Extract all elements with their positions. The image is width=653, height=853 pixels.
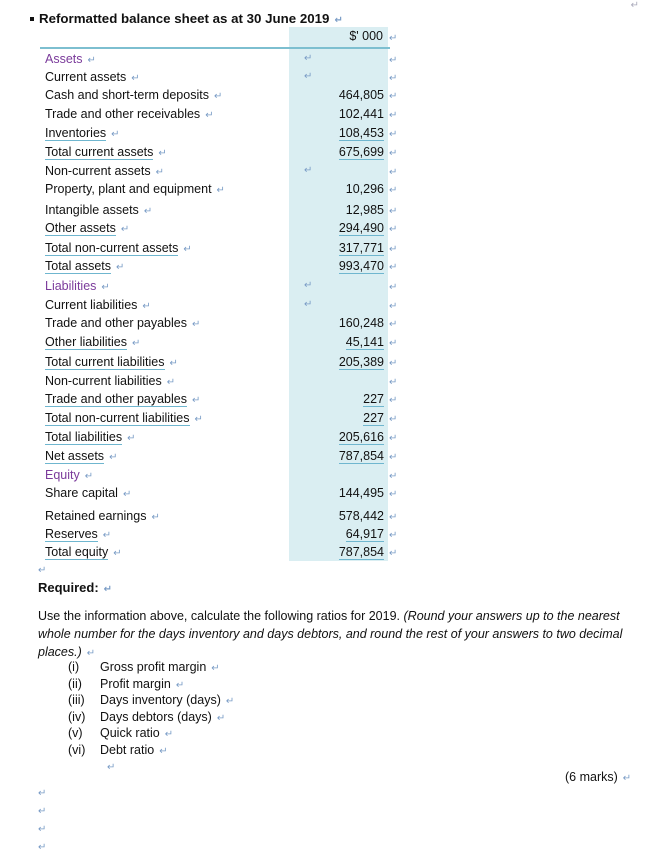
cell-mark-icon: ↵ (304, 165, 313, 176)
bullet-icon (30, 17, 34, 21)
cell-mark-icon: ↵ (389, 91, 398, 102)
cell-mark-icon: ↵ (304, 299, 313, 310)
row-value: 45,141 (345, 335, 384, 349)
row-value: 787,854 (338, 449, 384, 463)
row-value: 578,442 (338, 509, 384, 523)
cell-mark-icon: ↵ (389, 224, 398, 235)
cell-mark-icon: ↵ (389, 489, 398, 500)
row-label: Other assets ↵ (45, 221, 130, 235)
row-label: Assets ↵ (45, 52, 96, 66)
ratio-item: (vi) Debt ratio ↵ (68, 742, 168, 757)
row-value: 102,441 (338, 107, 384, 121)
cell-mark-icon: ↵ (389, 262, 398, 273)
ratio-item: (ii) Profit margin ↵ (68, 676, 185, 691)
ratio-item: (i) Gross profit margin ↵ (68, 660, 220, 674)
row-value: 787,854 (338, 545, 384, 559)
row-value: 317,771 (338, 241, 384, 255)
cell-mark-icon: ↵ (389, 471, 398, 482)
cell-mark-icon: ↵ (389, 206, 398, 217)
cell-mark-icon: ↵ (389, 433, 398, 444)
cell-mark-icon: ↵ (389, 414, 398, 425)
cell-mark-icon: ↵ (304, 71, 313, 82)
row-value: 294,490 (338, 221, 384, 235)
header-rule (40, 47, 390, 49)
paragraph-mark-icon: ↵ (630, 0, 639, 11)
row-label: Intangible assets ↵ (45, 203, 153, 217)
ratio-item: (v) Quick ratio ↵ (68, 726, 174, 740)
page-title (30, 11, 343, 26)
row-label: Retained earnings ↵ (45, 509, 160, 523)
row-label: Current assets ↵ (45, 70, 140, 84)
row-value: 12,985 (345, 203, 384, 217)
column-header: $' 000 (349, 29, 383, 43)
cell-mark-icon: ↵ (389, 33, 398, 44)
cell-mark-icon: ↵ (304, 53, 313, 64)
row-value: 227 (363, 392, 384, 406)
cell-mark-icon: ↵ (389, 148, 398, 159)
row-value: 108,453 (338, 126, 384, 140)
cell-mark-icon: ↵ (389, 319, 398, 330)
cell-mark-icon: ↵ (389, 129, 398, 140)
cell-mark-icon: ↵ (389, 377, 398, 388)
row-value: 205,389 (338, 355, 384, 369)
marks-label: (6 marks) ↵ (565, 770, 632, 784)
row-label: Liabilities ↵ (45, 279, 110, 293)
cell-mark-icon: ↵ (389, 338, 398, 349)
row-label: Total non-current assets ↵ (45, 241, 192, 255)
row-label: Non-current liabilities ↵ (45, 374, 176, 388)
row-label: Trade and other payables ↵ (45, 316, 201, 330)
cell-mark-icon: ↵ (389, 395, 398, 406)
row-value: 144,495 (338, 486, 384, 500)
row-value: 227 (363, 411, 384, 425)
row-value: 64,917 (345, 527, 384, 541)
cell-mark-icon: ↵ (389, 110, 398, 121)
cell-mark-icon: ↵ (389, 452, 398, 463)
paragraph-mark-icon: ↵ (334, 15, 343, 26)
title-text: Reformatted balance sheet as at 30 June 2019 (39, 11, 330, 26)
required-intro: Use the information above, calculate the following ratios for 2019. (38, 609, 404, 623)
ratio-list (68, 660, 234, 776)
row-label: Total equity ↵ (45, 545, 122, 559)
cell-mark-icon: ↵ (304, 280, 313, 291)
row-label: Cash and short-term deposits ↵ (45, 88, 223, 102)
required-heading: Required: ↵ (38, 580, 113, 595)
row-label: Equity ↵ (45, 468, 94, 482)
row-value: 205,616 (338, 430, 384, 444)
row-label: Total current assets ↵ (45, 145, 167, 159)
ratio-item: (iv) Days debtors (days) ↵ (68, 709, 226, 724)
row-label: Trade and other receivables ↵ (45, 107, 214, 121)
cell-mark-icon: ↵ (389, 512, 398, 523)
row-value: 675,699 (338, 145, 384, 159)
row-label: Reserves ↵ (45, 527, 112, 541)
row-label: Total non-current liabilities ↵ (45, 411, 203, 425)
row-value: 10,296 (345, 182, 384, 196)
paragraph-mark-icon: ↵ (107, 762, 116, 773)
paragraph-mark-icon: ↵ (38, 565, 47, 576)
paragraph-mark-icon: ↵ (38, 788, 47, 799)
row-value: 160,248 (338, 316, 384, 330)
cell-mark-icon: ↵ (389, 73, 398, 84)
row-label: Inventories ↵ (45, 126, 120, 140)
cell-mark-icon: ↵ (389, 301, 398, 312)
row-label: Current liabilities ↵ (45, 298, 151, 312)
paragraph-mark-icon: ↵ (38, 824, 47, 835)
row-label: Trade and other payables ↵ (45, 392, 201, 406)
paragraph-mark-icon: ↵ (38, 806, 47, 817)
cell-mark-icon: ↵ (389, 185, 398, 196)
required-paragraph: Use the information above, calculate the following ratios for 2019. (Round your answers up to the nearest whole number for the days inventory and days debtors, and round the rest of your answers to two decimal places.) ↵ (38, 609, 623, 659)
cell-mark-icon: ↵ (389, 167, 398, 178)
cell-mark-icon: ↵ (389, 530, 398, 541)
cell-mark-icon: ↵ (389, 548, 398, 559)
required-instruction: (Round your answers up to the nearest whole number for the days inventory and days debtors, and round the rest of your answers to two decimal places.) (38, 609, 623, 659)
cell-mark-icon: ↵ (389, 282, 398, 293)
cell-mark-icon: ↵ (389, 244, 398, 255)
row-label: Total assets ↵ (45, 259, 125, 273)
cell-mark-icon: ↵ (389, 55, 398, 66)
ratio-item: (iii) Days inventory (days) ↵ (68, 693, 235, 707)
cell-mark-icon: ↵ (389, 358, 398, 369)
row-value: 993,470 (338, 259, 384, 273)
row-label: Non-current assets ↵ (45, 164, 164, 178)
row-label: Property, plant and equipment ↵ (45, 182, 225, 196)
row-label: Total liabilities ↵ (45, 430, 136, 444)
row-value: 464,805 (338, 88, 384, 102)
row-label: Share capital ↵ (45, 486, 132, 500)
row-label: Other liabilities ↵ (45, 335, 141, 349)
paragraph-mark-icon: ↵ (38, 842, 47, 853)
row-label: Net assets ↵ (45, 449, 118, 463)
row-label: Total current liabilities ↵ (45, 355, 178, 369)
